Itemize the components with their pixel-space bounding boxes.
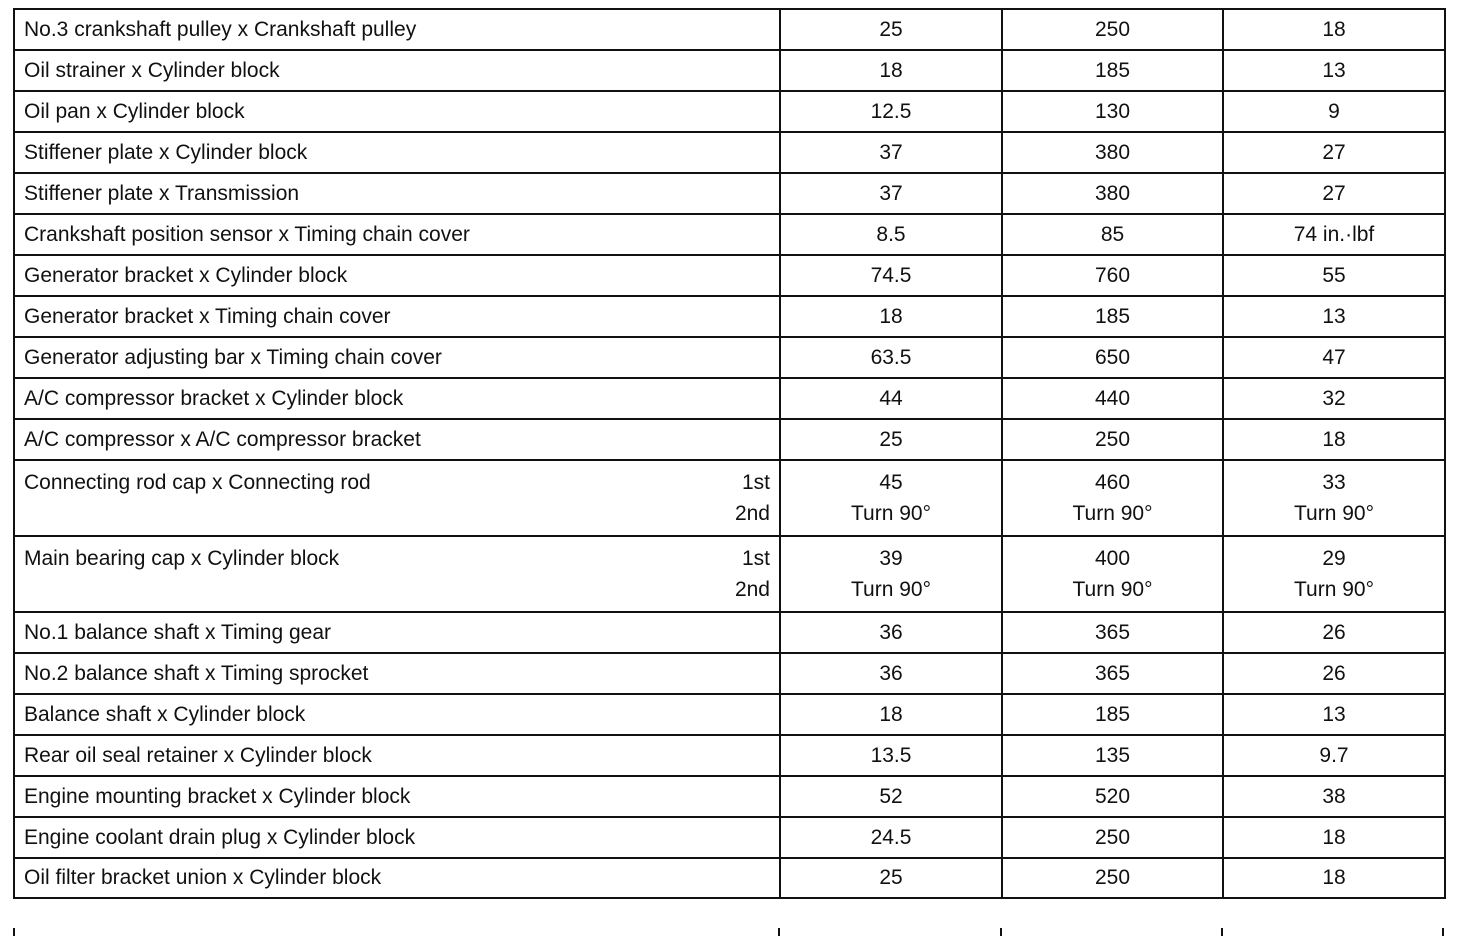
nm-value: 12.5: [870, 99, 912, 123]
nm-cell: [780, 173, 1002, 214]
kgf-value: 135: [1094, 743, 1131, 767]
table-row: [14, 776, 1445, 817]
table-row: [14, 9, 1445, 50]
item-with-steps: [24, 547, 770, 601]
ftlbf-value: 27: [1322, 140, 1346, 164]
item-label: Oil pan x Cylinder block: [24, 99, 245, 123]
item-label: Engine coolant drain plug x Cylinder block: [24, 825, 416, 849]
item-label: Generator bracket x Timing chain cover: [24, 304, 391, 328]
table-row: [14, 460, 1445, 536]
kgf-step-values: [1003, 547, 1222, 601]
item-label: Stiffener plate x Transmission: [24, 181, 300, 205]
ftlbf-value: 74 in.·lbf: [1293, 222, 1375, 246]
item-label: Generator bracket x Cylinder block: [24, 263, 348, 287]
table-row: [14, 817, 1445, 858]
item-cell: [14, 735, 780, 776]
ftlbf-value: 13: [1322, 304, 1346, 328]
ftlbf-cell: [1223, 296, 1445, 337]
kgf-value: 440: [1094, 386, 1131, 410]
nm-cell: [780, 612, 1002, 653]
nm-cell: [780, 9, 1002, 50]
kgf-cell: [1002, 817, 1223, 858]
kgf-value: 380: [1094, 181, 1131, 205]
nm-value: 25: [879, 427, 903, 451]
kgf-value: 85: [1100, 222, 1125, 246]
torque-spec-table: [13, 8, 1446, 899]
table-continuation-line: [1442, 928, 1444, 936]
torque-spec-body: [14, 9, 1445, 898]
nm-cell: [780, 296, 1002, 337]
table-row: [14, 378, 1445, 419]
item-cell: [14, 296, 780, 337]
kgf-cell: [1002, 858, 1223, 898]
kgf-cell: [1002, 378, 1223, 419]
ftlbf-value: 27: [1322, 181, 1346, 205]
kgf-value: 365: [1094, 620, 1131, 644]
nm-value: 39: [879, 546, 903, 570]
nm-cell: [780, 91, 1002, 132]
nm-cell: [780, 50, 1002, 91]
nm-value: 74.5: [870, 263, 912, 287]
ftlbf-cell: [1223, 460, 1445, 536]
kgf-value: 650: [1094, 345, 1131, 369]
kgf-value: 250: [1094, 17, 1131, 41]
item-label: Engine mounting bracket x Cylinder block: [24, 784, 411, 808]
nm-value: 36: [879, 661, 903, 685]
ftlbf-cell: [1223, 776, 1445, 817]
table-row: [14, 653, 1445, 694]
ftlbf-cell: [1223, 50, 1445, 91]
item-cell: [14, 337, 780, 378]
ftlbf-cell: [1223, 214, 1445, 255]
kgf-value: 380: [1094, 140, 1131, 164]
item-cell: [14, 9, 780, 50]
kgf-cell: [1002, 91, 1223, 132]
kgf-cell: [1002, 173, 1223, 214]
ftlbf-cell: [1223, 817, 1445, 858]
item-label: Stiffener plate x Cylinder block: [24, 140, 308, 164]
ftlbf-cell: [1223, 419, 1445, 460]
ftlbf-value: Turn 90°: [1294, 578, 1374, 601]
nm-value: Turn 90°: [851, 502, 931, 525]
item-label: Oil filter bracket union x Cylinder block: [24, 866, 382, 890]
table-row: [14, 173, 1445, 214]
table-row: [14, 419, 1445, 460]
item-cell: [14, 419, 780, 460]
kgf-value: 250: [1094, 427, 1131, 451]
ftlbf-value: 9: [1328, 99, 1340, 123]
table-row: [14, 858, 1445, 898]
ftlbf-value: 47: [1322, 345, 1346, 369]
nm-cell: [780, 132, 1002, 173]
item-label: A/C compressor bracket x Cylinder block: [24, 386, 404, 410]
kgf-cell: [1002, 735, 1223, 776]
ftlbf-value: 32: [1322, 386, 1346, 410]
step-label: 1st: [741, 546, 770, 570]
nm-cell: [780, 337, 1002, 378]
table-continuation-line: [1000, 928, 1002, 936]
item-with-steps: [24, 471, 770, 525]
item-cell: [14, 132, 780, 173]
item-cell: [14, 653, 780, 694]
ftlbf-value: 55: [1322, 263, 1346, 287]
item-label: No.3 crankshaft pulley x Crankshaft pulley: [24, 17, 417, 41]
kgf-cell: [1002, 419, 1223, 460]
ftlbf-value: Turn 90°: [1294, 502, 1374, 525]
nm-cell: [780, 817, 1002, 858]
table-row: [14, 536, 1445, 612]
nm-cell: [780, 419, 1002, 460]
nm-step-values: [781, 471, 1001, 525]
kgf-value: Turn 90°: [1072, 502, 1153, 525]
item-cell: [14, 460, 780, 536]
kgf-cell: [1002, 214, 1223, 255]
kgf-cell: [1002, 50, 1223, 91]
ftlbf-cell: [1223, 858, 1445, 898]
item-label: Balance shaft x Cylinder block: [24, 702, 306, 726]
ftlbf-step-values: [1224, 547, 1444, 601]
table-row: [14, 735, 1445, 776]
item-label: Main bearing cap x Cylinder block: [24, 546, 340, 570]
nm-cell: [780, 255, 1002, 296]
nm-value: 63.5: [870, 345, 912, 369]
ftlbf-value: 18: [1322, 866, 1346, 890]
table-row: [14, 612, 1445, 653]
kgf-value: 460: [1094, 470, 1131, 494]
item-label: Rear oil seal retainer x Cylinder block: [24, 743, 372, 767]
kgf-value: 250: [1094, 866, 1131, 890]
kgf-value: 250: [1094, 825, 1131, 849]
item-cell: [14, 536, 780, 612]
nm-cell: [780, 653, 1002, 694]
item-label: Crankshaft position sensor x Timing chain cover: [24, 222, 470, 246]
kgf-cell: [1002, 694, 1223, 735]
kgf-value: 400: [1094, 546, 1131, 570]
nm-value: 25: [879, 866, 903, 890]
ftlbf-cell: [1223, 378, 1445, 419]
item-label: No.1 balance shaft x Timing gear: [24, 620, 332, 644]
table-row: [14, 337, 1445, 378]
kgf-cell: [1002, 132, 1223, 173]
kgf-step-values: [1003, 471, 1222, 525]
item-cell: [14, 378, 780, 419]
kgf-cell: [1002, 296, 1223, 337]
kgf-cell: [1002, 337, 1223, 378]
kgf-cell: [1002, 536, 1223, 612]
ftlbf-cell: [1223, 91, 1445, 132]
ftlbf-value: 33: [1322, 470, 1346, 494]
table-row: [14, 91, 1445, 132]
item-cell: [14, 694, 780, 735]
ftlbf-cell: [1223, 173, 1445, 214]
item-cell: [14, 255, 780, 296]
step-label: 1st: [741, 470, 770, 494]
kgf-value: 185: [1094, 58, 1131, 82]
item-label: A/C compressor x A/C compressor bracket: [24, 427, 421, 451]
kgf-value: 760: [1094, 263, 1131, 287]
item-cell: [14, 173, 780, 214]
step-labels: [735, 547, 770, 601]
nm-value: Turn 90°: [851, 578, 931, 601]
ftlbf-value: 29: [1322, 546, 1346, 570]
table-continuation-line: [1221, 928, 1223, 936]
ftlbf-value: 18: [1322, 427, 1346, 451]
item-cell: [14, 214, 780, 255]
ftlbf-value: 9.7: [1319, 743, 1349, 767]
table-row: [14, 296, 1445, 337]
ftlbf-cell: [1223, 694, 1445, 735]
item-cell: [14, 612, 780, 653]
ftlbf-value: 18: [1322, 825, 1346, 849]
nm-value: 13.5: [870, 743, 912, 767]
table-continuation-line: [13, 928, 15, 936]
table-row: [14, 255, 1445, 296]
ftlbf-cell: [1223, 337, 1445, 378]
kgf-cell: [1002, 460, 1223, 536]
nm-value: 52: [879, 784, 903, 808]
nm-cell: [780, 536, 1002, 612]
ftlbf-value: 18: [1322, 17, 1346, 41]
nm-value: 25: [879, 17, 903, 41]
nm-cell: [780, 214, 1002, 255]
ftlbf-value: 26: [1322, 661, 1346, 685]
item-cell: [14, 817, 780, 858]
nm-cell: [780, 694, 1002, 735]
nm-cell: [780, 460, 1002, 536]
item-label: Oil strainer x Cylinder block: [24, 58, 280, 82]
item-cell: [14, 91, 780, 132]
ftlbf-cell: [1223, 735, 1445, 776]
ftlbf-value: 13: [1322, 702, 1346, 726]
ftlbf-cell: [1223, 536, 1445, 612]
item-cell: [14, 858, 780, 898]
nm-cell: [780, 378, 1002, 419]
nm-value: 37: [879, 181, 903, 205]
table-row: [14, 694, 1445, 735]
kgf-value: Turn 90°: [1072, 578, 1153, 601]
step-label: 2nd: [734, 578, 770, 601]
nm-value: 24.5: [870, 825, 912, 849]
nm-cell: [780, 858, 1002, 898]
ftlbf-value: 38: [1322, 784, 1346, 808]
kgf-value: 365: [1094, 661, 1131, 685]
kgf-value: 185: [1094, 304, 1131, 328]
item-label: Generator adjusting bar x Timing chain cover: [24, 345, 442, 369]
ftlbf-cell: [1223, 255, 1445, 296]
table-row: [14, 132, 1445, 173]
kgf-value: 185: [1094, 702, 1131, 726]
kgf-cell: [1002, 776, 1223, 817]
nm-value: 18: [879, 702, 903, 726]
nm-value: 37: [879, 140, 903, 164]
item-label: No.2 balance shaft x Timing sprocket: [24, 661, 369, 685]
nm-value: 45: [879, 470, 903, 494]
kgf-cell: [1002, 612, 1223, 653]
nm-value: 44: [879, 386, 903, 410]
ftlbf-value: 26: [1322, 620, 1346, 644]
ftlbf-cell: [1223, 132, 1445, 173]
table-row: [14, 214, 1445, 255]
ftlbf-value: 13: [1322, 58, 1346, 82]
kgf-value: 130: [1094, 99, 1131, 123]
ftlbf-cell: [1223, 9, 1445, 50]
item-label: Connecting rod cap x Connecting rod: [24, 470, 371, 494]
nm-value: 18: [879, 304, 903, 328]
nm-cell: [780, 776, 1002, 817]
nm-step-values: [781, 547, 1001, 601]
ftlbf-cell: [1223, 612, 1445, 653]
kgf-cell: [1002, 9, 1223, 50]
step-labels: [735, 471, 770, 525]
ftlbf-step-values: [1224, 471, 1444, 525]
nm-cell: [780, 735, 1002, 776]
kgf-value: 520: [1094, 784, 1131, 808]
ftlbf-cell: [1223, 653, 1445, 694]
nm-value: 36: [879, 620, 903, 644]
item-cell: [14, 50, 780, 91]
nm-value: 18: [879, 58, 903, 82]
table-continuation-line: [778, 928, 780, 936]
item-cell: [14, 776, 780, 817]
nm-value: 8.5: [876, 222, 906, 246]
kgf-cell: [1002, 653, 1223, 694]
table-row: [14, 50, 1445, 91]
kgf-cell: [1002, 255, 1223, 296]
step-label: 2nd: [734, 502, 770, 525]
